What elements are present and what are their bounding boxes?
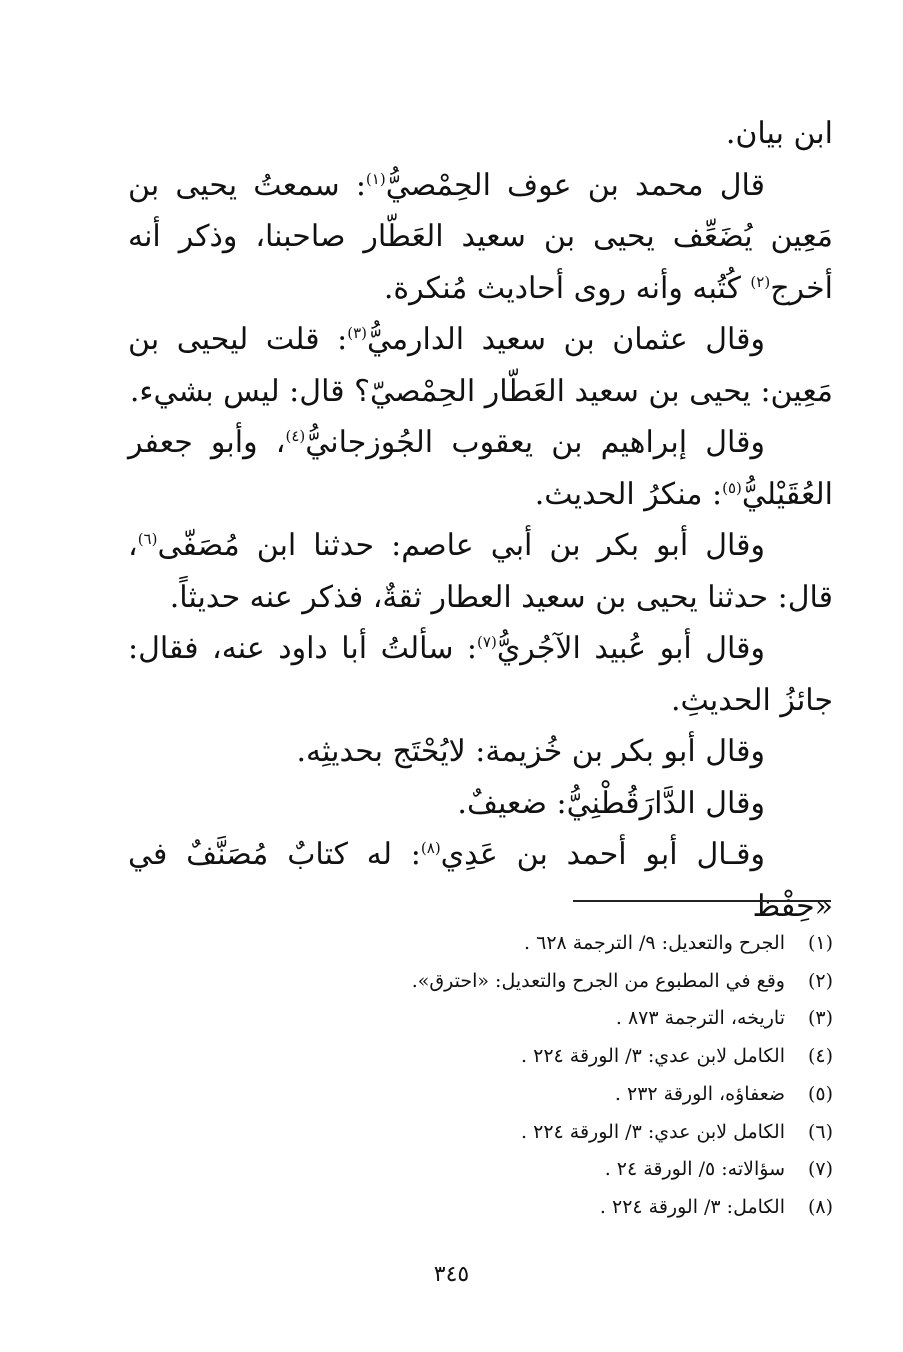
footnote-number: (٦) — [807, 1120, 833, 1143]
p2-text-a: قال محمد بن عوف الحِمْصيُّ — [385, 167, 765, 203]
footnote-3 — [128, 1000, 833, 1038]
paragraph-3 — [128, 314, 833, 417]
paragraph-9 — [128, 829, 833, 932]
footnote-number: (٧) — [807, 1158, 833, 1181]
footnote-text: الكامل لابن عدي: ٣/ الورقة ٢٢٤ . — [521, 1120, 785, 1143]
paragraph-6 — [128, 623, 833, 726]
footnote-ref-8: (٨) — [420, 839, 441, 857]
footnote-2 — [128, 963, 833, 1001]
footnote-text: الجرح والتعديل: ٩/ الترجمة ٦٢٨ . — [524, 932, 785, 954]
footnote-number: (٣) — [807, 1007, 833, 1030]
footnote-ref-7: (٧) — [477, 633, 497, 651]
footnote-separator — [573, 900, 831, 902]
p5-text-b: ، قال: حدثنا يحيى بن سعيد العطار ثقةٌ، فذكر عنه حديثاً. — [128, 528, 833, 615]
footnote-ref-5: (٥) — [722, 478, 742, 497]
footnote-number: (٨) — [807, 1195, 833, 1218]
footnote-6 — [128, 1114, 833, 1152]
paragraph-1-text: ابن بيان. — [725, 116, 833, 151]
paragraph-7 — [128, 726, 833, 778]
paragraph-1 — [128, 108, 833, 160]
footnote-text: تاريخه، الترجمة ٨٧٣ . — [615, 1007, 785, 1030]
footnote-number: (٤) — [807, 1045, 833, 1068]
footnote-text: وقع في المطبوع من الجرح والتعديل: «احترق». — [411, 969, 785, 992]
footnote-number: (٢) — [807, 969, 833, 992]
footnote-ref-1: (١) — [365, 169, 386, 188]
p3-text-b: : قلت ليحيى بن مَعِين: يحيى بن سعيد العَطّار الحِمْصيّ؟ قال: ليس بشيء. — [128, 322, 833, 409]
p3-text-a: وقال عثمان بن سعيد الدارميُّ — [366, 322, 766, 357]
p7-text: وقال أبو بكر بن خُزيمة: لايُحْتَج بحديثِه. — [296, 734, 765, 769]
footnote-ref-3: (٣) — [347, 324, 367, 342]
footnote-text: الكامل لابن عدي: ٣/ الورقة ٢٢٤ . — [521, 1045, 785, 1068]
p6-text-b: : سألتُ أبا داود عنه، فقال: جائزُ الحديثِ. — [128, 631, 833, 718]
footnote-ref-6: (٦) — [137, 530, 158, 548]
p8-text: وقال الدَّارَقُطْنِيُّ: ضعيفٌ. — [457, 785, 765, 821]
paragraph-8 — [128, 778, 833, 830]
footnote-text: الكامل: ٣/ الورقة ٢٢٤ . — [599, 1195, 785, 1218]
footnote-ref-4: (٤) — [285, 427, 306, 445]
footnote-7 — [128, 1151, 833, 1189]
p9-text-a: وقـال أبو أحمد بن عَدِي — [440, 837, 765, 872]
p6-text-a: وقال أبو عُبيد الآجُريُّ — [496, 631, 765, 666]
p4-text-b: ، وأبو جعفر العُقَيْليُّ — [128, 425, 833, 512]
footnote-4 — [128, 1038, 833, 1076]
paragraph-4 — [128, 417, 833, 520]
footnote-text: ضعفاؤه، الورقة ٢٣٢ . — [614, 1082, 785, 1105]
page-number: ٣٤٥ — [433, 1262, 470, 1287]
footnote-8 — [128, 1189, 833, 1227]
p4-text-a: وقال إبراهيم بن يعقوب الجُوزجانيُّ — [305, 425, 765, 460]
footnote-1 — [128, 925, 833, 963]
p9-text-b: : له كتابٌ مُصَنَّفٌ في «حِفْظ — [128, 837, 833, 924]
footnote-5 — [128, 1076, 833, 1114]
paragraph-5 — [128, 520, 833, 623]
paragraph-2 — [128, 160, 833, 315]
p4-text-c: : منكرُ الحديث. — [534, 476, 723, 512]
footnote-text: سؤالاته: ٥/ الورقة ٢٤ . — [604, 1158, 785, 1181]
footnote-ref-2: (٢) — [750, 272, 771, 291]
p5-text-a: وقال أبو بكر بن أبي عاصم: حدثنا ابن مُصَفّى — [157, 528, 765, 563]
footnotes — [128, 925, 833, 1227]
footnote-number: (٥) — [807, 1082, 833, 1105]
footnote-number: (١) — [807, 932, 833, 954]
p2-text-c: كُتُبه وأنه روى أحاديث مُنكرة. — [383, 270, 751, 306]
p2-text-b: : سمعتُ يحيى بن مَعِين يُضَعِّف يحيى بن سعيد العَطّار صاحبنا، وذكر أنه أخرج — [128, 167, 833, 306]
main-text — [128, 108, 833, 932]
